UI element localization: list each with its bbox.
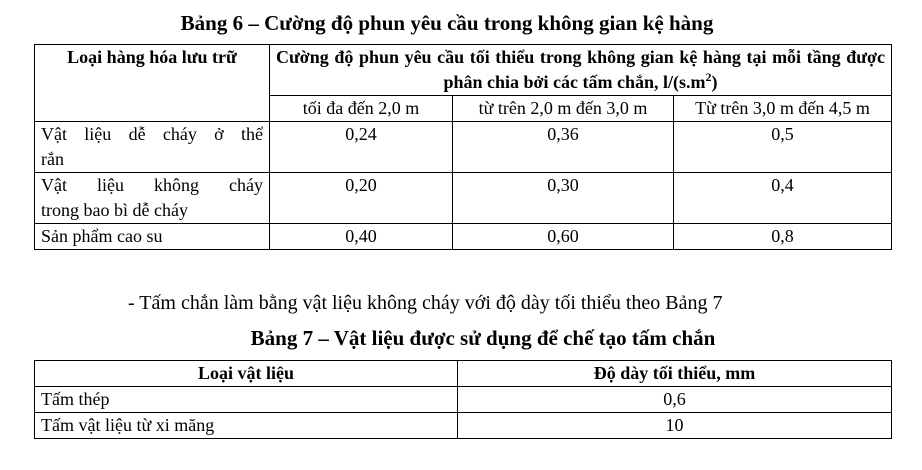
table6-subheader: từ trên 2,0 m đến 3,0 m: [453, 96, 674, 122]
table6-header-row: [35, 45, 892, 96]
value-cell: 0,4: [674, 173, 892, 224]
value-cell: 0,5: [674, 122, 892, 173]
material-cell: Tấm thép: [35, 387, 458, 413]
table-row: [35, 224, 892, 250]
table6: [34, 44, 892, 250]
value-cell: 0,30: [453, 173, 674, 224]
table6-col1-header: Loại hàng hóa lưu trữ: [35, 45, 270, 122]
table-row: [35, 122, 892, 173]
value-cell: 0,8: [674, 224, 892, 250]
material-cell: Tấm vật liệu từ xi măng: [35, 413, 458, 439]
table6-subheader: Từ trên 3,0 m đến 4,5 m: [674, 96, 892, 122]
table6-group-header: Cường độ phun yêu cầu tối thiểu trong không gian kệ hàng tại mỗi tầng được phân chia bởi các tấm chắn, $l/(s.m^2)$: [270, 45, 892, 96]
note-text: - Tấm chắn làm bằng vật liệu không cháy với độ dày tối thiểu theo Bảng 7: [128, 292, 723, 314]
table7-header: Độ dày tối thiểu, mm: [458, 361, 892, 387]
thickness-cell: 0,6: [458, 387, 892, 413]
row-label: Sản phẩm cao su: [35, 224, 270, 250]
value-cell: 0,24: [270, 122, 453, 173]
value-cell: 0,40: [270, 224, 453, 250]
row-label: Vật liệu không cháy trong bao bì dễ cháy: [35, 173, 270, 224]
table-row: [35, 413, 892, 439]
table6-title: Bảng 6 – Cường độ phun yêu cầu trong không gian kệ hàng: [180, 11, 714, 35]
table-row: [35, 173, 892, 224]
thickness-cell: 10: [458, 413, 892, 439]
table6-subheader: tối đa đến 2,0 m: [270, 96, 453, 122]
table7-title: Bảng 7 – Vật liệu được sử dụng để chế tạo tấm chắn: [250, 326, 716, 350]
row-label: Vật liệu dễ cháy ở thể rắn: [35, 122, 270, 173]
value-cell: 0,36: [453, 122, 674, 173]
table7-header-row: [35, 361, 892, 387]
table7-header: Loại vật liệu: [35, 361, 458, 387]
table-row: [35, 387, 892, 413]
table7: [34, 360, 892, 439]
value-cell: 0,20: [270, 173, 453, 224]
value-cell: 0,60: [453, 224, 674, 250]
